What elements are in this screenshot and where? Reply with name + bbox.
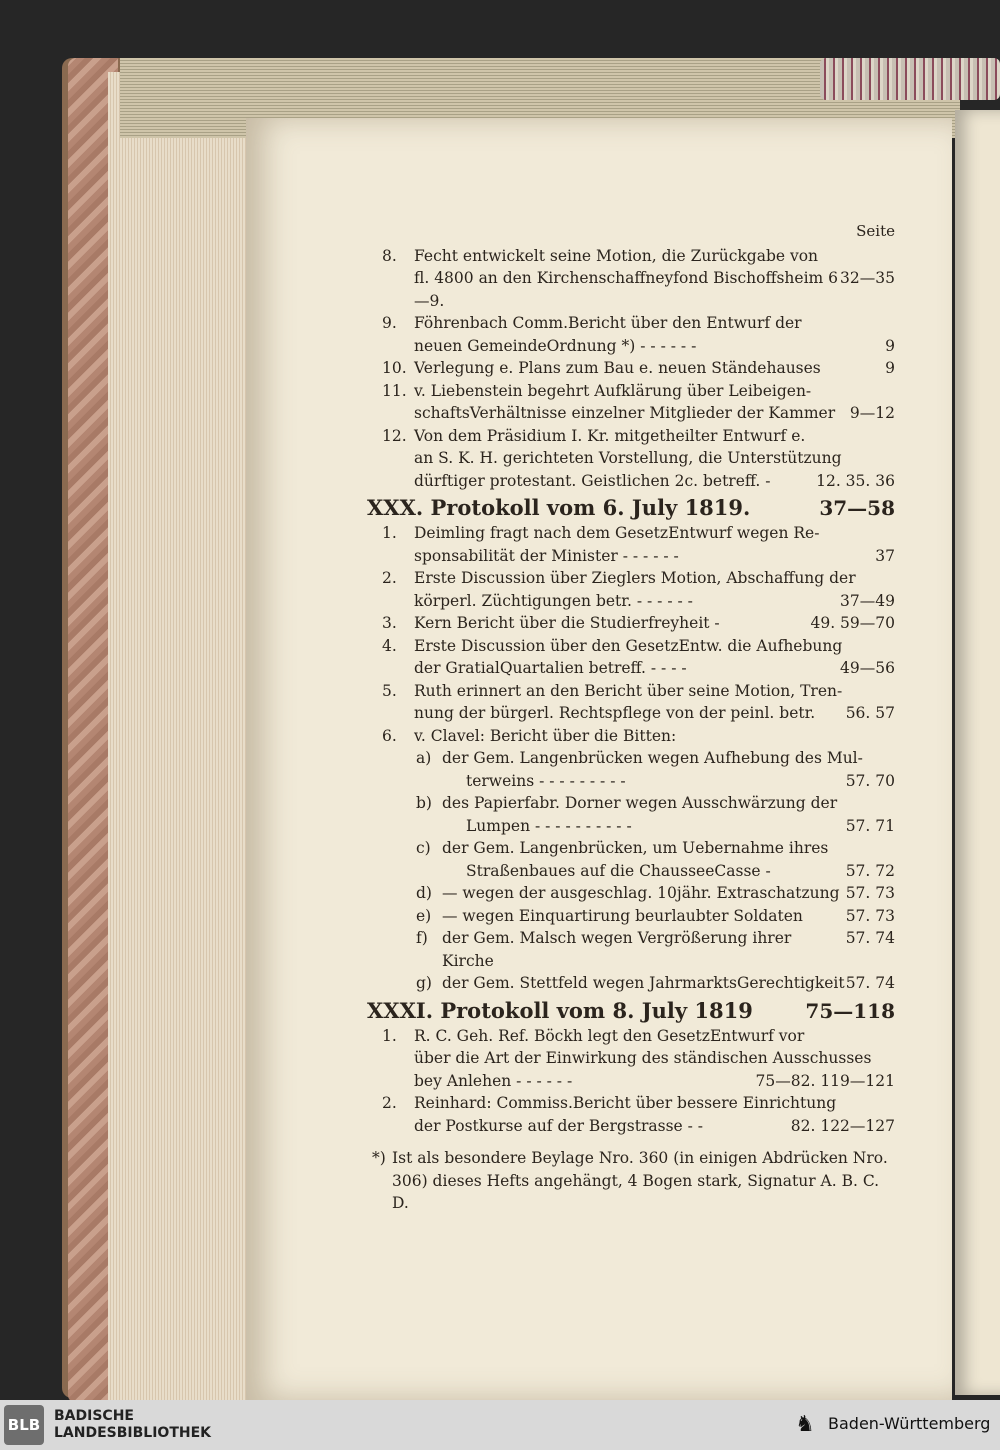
toc-entry: [370, 725, 895, 748]
petition-line: [418, 927, 895, 972]
entry-line: [414, 1070, 895, 1093]
heading-pages: 75—118: [805, 998, 895, 1023]
petition-line: [418, 882, 895, 905]
coat-of-arms-icon: ♞: [795, 1412, 815, 1437]
toc-entry: [370, 567, 895, 612]
entry-pages: 9: [885, 336, 895, 355]
library-name-line1: BADISCHE: [54, 1408, 134, 1424]
page-edges: [108, 72, 258, 1400]
blb-logo[interactable]: BLB: [4, 1405, 44, 1445]
petition-text: Lumpen - - - - - - - - - -: [466, 816, 632, 835]
toc-entry: [370, 612, 895, 635]
entry-number: 2.: [382, 1094, 397, 1112]
entry-text: Fecht entwickelt seine Motion, die Zurückgabe von: [414, 246, 819, 265]
heading-label: XXX. Protokoll vom 6. July 1819.: [367, 495, 751, 520]
entry-pages: 49. 59—70: [810, 614, 895, 632]
petition-text: der Gem. Langenbrücken wegen Aufhebung des Mul-: [442, 749, 863, 767]
entry-text: Von dem Präsidium I. Kr. mitgetheilter Entwurf e.: [414, 426, 806, 445]
entry-text: Erste Discussion über Zieglers Motion, Abschaffung der: [414, 569, 856, 587]
entry-number: 6.: [382, 726, 397, 745]
entry-text: Reinhard: Commiss.Bericht über bessere Einrichtung: [414, 1094, 837, 1112]
entry-line: [414, 470, 895, 493]
footnote-line: Ist als besondere Beylage Nro. 360 (in einigen Abdrücken Nro.: [392, 1149, 888, 1167]
petition-label: e): [416, 906, 432, 925]
heading-pages: 37—58: [819, 496, 895, 520]
petition-line: [418, 860, 895, 883]
toc-entry: [370, 635, 895, 680]
entry-line: [414, 447, 895, 470]
entry-text: körperl. Züchtigungen betr. - - - - - -: [414, 591, 693, 610]
toc-entry: [370, 312, 895, 357]
entry-pages: 49—56: [840, 659, 895, 677]
entry-text: v. Clavel: Bericht über die Bitten:: [414, 726, 677, 745]
entry-pages: 32—35: [840, 269, 895, 287]
entry-text: v. Liebenstein begehrt Aufklärung über Leibeigen-: [414, 381, 812, 400]
petition-item: [370, 927, 895, 972]
entry-text: der Postkurse auf der Bergstrasse - -: [414, 1116, 704, 1135]
petition-line: [418, 792, 895, 815]
entry-line: [414, 425, 895, 448]
petition-line: [418, 837, 895, 860]
petition-pages: 57. 74: [845, 929, 895, 947]
footnote: [370, 1147, 895, 1215]
entry-line: [414, 402, 895, 425]
entry-text: Erste Discussion über den GesetzEntw. die Aufhebung: [414, 636, 843, 655]
entry-text: neuen GemeindeOrdnung *) - - - - - -: [414, 336, 697, 355]
petition-item: [370, 792, 895, 837]
entry-number: 11.: [382, 381, 407, 400]
toc-entry: [370, 245, 895, 313]
protocol-heading-30: [367, 494, 895, 522]
entry-line: [414, 545, 895, 568]
petition-text: terweins - - - - - - - - -: [466, 771, 626, 790]
petition-label: b): [416, 794, 432, 812]
entry-text: der GratialQuartalien betreff. - - - -: [414, 659, 687, 677]
petition-text: Straßenbaues auf die ChausseeCasse -: [466, 861, 771, 880]
toc-entry: [370, 1092, 895, 1137]
entry-line: [414, 680, 895, 703]
petition-line: [418, 815, 895, 838]
state-name[interactable]: Baden-Württemberg: [828, 1414, 991, 1433]
entry-pages: 37: [875, 546, 895, 565]
facing-page: [955, 110, 1000, 1395]
entry-line: [414, 267, 895, 312]
entries-group-a: [370, 245, 895, 493]
petition-pages: 57. 73: [845, 906, 895, 925]
petition-line: [418, 770, 895, 793]
toc-entry: [370, 425, 895, 493]
entries-group-c: [370, 1025, 895, 1138]
petition-item: [370, 882, 895, 905]
entry-number: 3.: [382, 614, 397, 632]
entry-text: Kern Bericht über die Studierfreyheit -: [414, 614, 720, 632]
petition-label: c): [416, 839, 431, 857]
entry-number: 1.: [382, 524, 397, 542]
entry-number: 1.: [382, 1026, 397, 1045]
petition-text: — wegen Einquartirung beurlaubter Soldaten: [442, 906, 803, 925]
entry-number: 10.: [382, 359, 407, 377]
petition-pages: 57. 72: [845, 861, 895, 880]
toc-entry: [370, 522, 895, 567]
seite-label: Seite: [856, 222, 895, 240]
entries-group-b: [370, 522, 895, 747]
petition-item: [370, 905, 895, 928]
entry-line: [414, 380, 895, 403]
entry-number: 9.: [382, 314, 397, 332]
entry-text: schaftsVerhältnisse einzelner Mitglieder der Kammer: [414, 404, 836, 422]
entry-line: [414, 312, 895, 335]
protocol-heading-31: [367, 997, 895, 1025]
petition-pages: 57. 73: [845, 884, 895, 902]
petition-pages: 57. 71: [845, 816, 895, 835]
entry-pages: 12. 35. 36: [816, 471, 895, 490]
petition-pages: 57. 70: [845, 771, 895, 790]
petition-pages: 57. 74: [845, 974, 895, 992]
entry-text: fl. 4800 an den Kirchenschaffneyfond Bischoffsheim 6—9.: [414, 269, 839, 310]
entry-pages: 37—49: [840, 591, 895, 610]
petition-text: der Gem. Stettfeld wegen JahrmarktsGerechtigkeit: [442, 974, 845, 992]
petition-label: f): [416, 929, 428, 947]
entry-number: 5.: [382, 681, 397, 700]
toc-entry: [370, 1025, 895, 1093]
petition-text: der Gem. Langenbrücken, um Uebernahme ihres: [442, 839, 829, 857]
entry-line: [414, 357, 895, 380]
footnote-line: 306) dieses Hefts angehängt, 4 Bogen stark, Signatur A. B. C. D.: [392, 1171, 880, 1212]
entry-line: [414, 1115, 895, 1138]
headband: [820, 58, 1000, 100]
entry-text: sponsabilität der Minister - - - - - -: [414, 546, 679, 565]
entry-line: [414, 1092, 895, 1115]
entry-text: Deimling fragt nach dem GesetzEntwurf wegen Re-: [414, 524, 820, 542]
entry-line: [414, 702, 895, 725]
entry-pages: 82. 122—127: [790, 1116, 895, 1135]
petition-label: g): [416, 974, 432, 992]
entry-pages: 75—82. 119—121: [755, 1071, 895, 1090]
library-footer: [0, 1400, 1000, 1450]
entry-number: 4.: [382, 636, 397, 655]
entry-line: [414, 522, 895, 545]
petition-item: [370, 747, 895, 792]
toc-entry: [370, 380, 895, 425]
entry-line: [414, 335, 895, 358]
entry-pages: 9: [885, 359, 895, 377]
heading-label: XXXI. Protokoll vom 8. July 1819: [367, 997, 753, 1023]
petitions-list: [370, 747, 895, 995]
toc-entry: [370, 680, 895, 725]
entry-line: [414, 1025, 895, 1048]
petition-text: — wegen der ausgeschlag. 10jähr. Extraschatzung: [442, 884, 840, 902]
entry-number: 8.: [382, 246, 397, 265]
entry-line: [414, 1047, 895, 1070]
entry-line: [414, 567, 895, 590]
entry-number: 12.: [382, 426, 407, 445]
petition-line: [418, 905, 895, 928]
entry-pages: 9—12: [849, 404, 895, 422]
library-name: [54, 1408, 211, 1442]
entry-line: [414, 725, 895, 748]
petition-label: a): [416, 749, 432, 767]
entry-text: Föhrenbach Comm.Bericht über den Entwurf der: [414, 314, 802, 332]
footnote-marker: *): [372, 1149, 386, 1167]
entry-number: 2.: [382, 569, 397, 587]
entry-line: [414, 657, 895, 680]
entry-line: [414, 245, 895, 268]
entry-text: an S. K. H. gerichteten Vorstellung, die Unterstützung: [414, 449, 842, 467]
entry-text: bey Anlehen - - - - - -: [414, 1071, 573, 1090]
library-name-line2: LANDESBIBLIOTHEK: [54, 1425, 212, 1441]
entry-text: R. C. Geh. Ref. Böckh legt den GesetzEntwurf vor: [414, 1026, 805, 1045]
petition-line: [418, 972, 895, 995]
petition-text: der Gem. Malsch wegen Vergrößerung ihrer Kirche: [442, 929, 792, 970]
entry-text: Ruth erinnert an den Bericht über seine Motion, Tren-: [414, 681, 843, 700]
entry-text: nung der bürgerl. Rechtspflege von der peinl. betr.: [414, 704, 816, 722]
entry-pages: 56. 57: [845, 704, 895, 722]
entry-text: Verlegung e. Plans zum Bau e. neuen Ständehauses: [414, 359, 821, 377]
petition-item: [370, 837, 895, 882]
entry-text: über die Art der Einwirkung des ständischen Ausschusses: [414, 1049, 872, 1067]
page-content: [367, 220, 895, 1215]
petition-item: [370, 972, 895, 995]
petition-label: d): [416, 884, 432, 902]
toc-entry: [370, 357, 895, 380]
entry-text: dürftiger protestant. Geistlichen 2c. betreff. -: [414, 471, 771, 490]
petition-line: [418, 747, 895, 770]
petition-text: des Papierfabr. Dorner wegen Ausschwärzung der: [442, 794, 838, 812]
entry-line: [414, 612, 895, 635]
entry-line: [414, 590, 895, 613]
entry-line: [414, 635, 895, 658]
